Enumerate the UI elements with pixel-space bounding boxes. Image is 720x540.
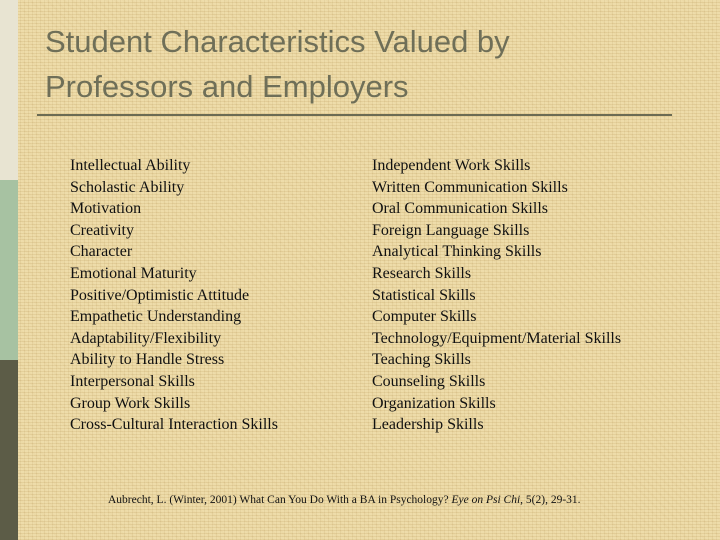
slide-title <box>45 19 685 109</box>
left-list-item: Ability to Handle Stress <box>70 351 225 369</box>
right-list-item: Statistical Skills <box>372 286 476 304</box>
left-list-item: Empathetic Understanding <box>70 308 242 326</box>
citation <box>108 494 581 506</box>
citation-journal: Eye on Psi Chi <box>451 494 521 506</box>
right-list-item: Computer Skills <box>372 308 477 326</box>
left-list-item: Emotional Maturity <box>70 264 197 282</box>
right-list-item: Written Communication Skills <box>372 178 568 196</box>
slide-title-line-2: Professors and Employers <box>45 69 409 104</box>
right-list-item: Technology/Equipment/Material Skills <box>372 329 622 347</box>
citation-text: Aubrecht, L. (Winter, 2001) What Can You Do With a BA in Psychology? <box>108 494 452 506</box>
left-characteristics-list <box>70 155 278 436</box>
right-list-item: Oral Communication Skills <box>372 200 548 218</box>
left-list-item: Intellectual Ability <box>70 157 191 174</box>
citation-issue: , 5(2), 29-31. <box>520 494 581 506</box>
right-list-item: Research Skills <box>372 264 472 282</box>
left-list-item: Adaptability/Flexibility <box>70 329 222 347</box>
right-list-item: Teaching Skills <box>372 351 471 369</box>
left-list-item: Motivation <box>70 200 142 218</box>
right-list-item: Independent Work Skills <box>372 157 531 174</box>
left-list-item: Interpersonal Skills <box>70 372 195 390</box>
left-list-item: Creativity <box>70 221 134 239</box>
slide-title-line-1: Student Characteristics Valued by <box>45 24 510 59</box>
left-list-item: Positive/Optimistic Attitude <box>70 286 250 304</box>
right-characteristics-list <box>372 155 621 436</box>
title-divider <box>37 114 672 116</box>
right-list-item: Counseling Skills <box>372 372 486 390</box>
side-stripe-bottom <box>0 360 18 540</box>
right-list-item: Organization Skills <box>372 394 496 412</box>
right-list-item: Leadership Skills <box>372 416 484 434</box>
right-list-item: Analytical Thinking Skills <box>372 243 542 261</box>
left-list-item: Group Work Skills <box>70 394 191 412</box>
left-list-item: Scholastic Ability <box>70 178 185 196</box>
left-list-item: Cross-Cultural Interaction Skills <box>70 416 278 434</box>
right-list-item: Foreign Language Skills <box>372 221 530 239</box>
side-stripe-top <box>0 0 18 180</box>
side-stripe-middle <box>0 180 18 360</box>
left-list-item: Character <box>70 243 133 261</box>
